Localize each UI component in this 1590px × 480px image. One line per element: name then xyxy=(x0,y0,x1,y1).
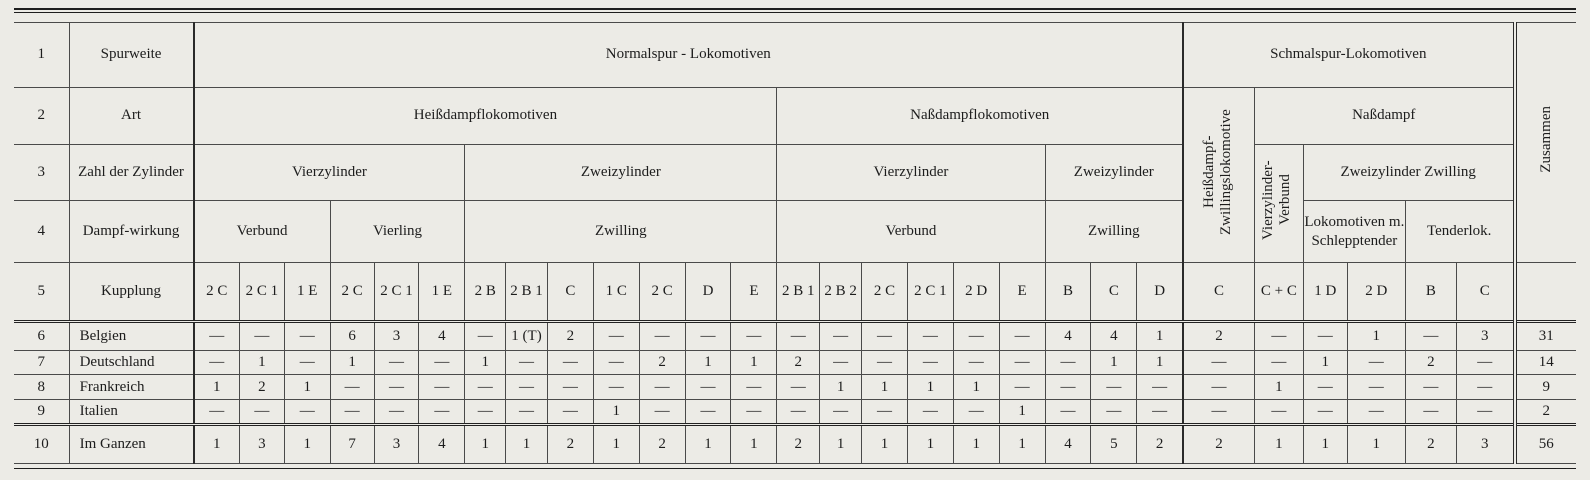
table-cell: — xyxy=(1045,350,1091,375)
row-total: 9 xyxy=(1515,375,1576,400)
country-name: Deutschland xyxy=(69,350,193,375)
table-cell: 1 xyxy=(999,400,1045,425)
table-cell: — xyxy=(547,375,593,400)
table-cell: 1 xyxy=(330,350,374,375)
table-cell: 2 xyxy=(547,321,593,350)
table-cell: — xyxy=(1303,375,1347,400)
kupplung-cell: 1 C xyxy=(593,263,639,322)
table-cell: — xyxy=(374,375,419,400)
table-cell: 4 xyxy=(1045,424,1091,463)
kupplung-total-empty xyxy=(1515,263,1576,322)
table-cell: — xyxy=(862,400,908,425)
table-cell: 1 xyxy=(284,375,330,400)
table-cell: 1 xyxy=(907,375,953,400)
table-cell: — xyxy=(465,375,506,400)
table-cell: 1 xyxy=(820,424,862,463)
table-cell: 1 xyxy=(1303,350,1347,375)
header-vier-verbund-cell xyxy=(1254,144,1303,262)
table-cell: 1 xyxy=(593,400,639,425)
kupplung-cell: 2 C 1 xyxy=(907,263,953,322)
table-cell: — xyxy=(777,375,820,400)
header-row-kupplung xyxy=(14,263,1576,322)
row-total: 14 xyxy=(1515,350,1576,375)
kupplung-cell: 1 E xyxy=(284,263,330,322)
table-cell: — xyxy=(685,375,731,400)
table-cell: 1 xyxy=(731,350,777,375)
table-cell: — xyxy=(639,400,685,425)
table-row xyxy=(14,400,1576,425)
kupplung-cell: D xyxy=(685,263,731,322)
kupplung-cell: 2 B 1 xyxy=(777,263,820,322)
table-cell: 1 xyxy=(953,424,999,463)
row-number: 5 xyxy=(14,263,69,322)
table-cell: — xyxy=(419,400,465,425)
table-cell: 1 xyxy=(1254,375,1303,400)
table-cell: 7 xyxy=(330,424,374,463)
table-cell: 1 xyxy=(239,350,284,375)
table-cell: 1 xyxy=(820,375,862,400)
table-cell: — xyxy=(1045,400,1091,425)
table-cell: — xyxy=(506,400,548,425)
header-label-dampf: Dampf-wirkung xyxy=(69,201,193,263)
table-cell: — xyxy=(1091,375,1137,400)
table-cell: — xyxy=(1303,321,1347,350)
table-cell: — xyxy=(1137,400,1183,425)
row-number: 8 xyxy=(14,375,69,400)
header-label-zylinder: Zahl der Zylinder xyxy=(69,144,193,201)
table-cell: — xyxy=(731,375,777,400)
sum-row xyxy=(14,424,1576,463)
header-zusammen: Zusammen xyxy=(1537,106,1554,173)
table-cell: — xyxy=(1405,321,1456,350)
table-cell: — xyxy=(374,350,419,375)
header-n-verbund: Verbund xyxy=(777,201,1045,263)
header-schmal-nassdampf: Naßdampf xyxy=(1254,87,1514,144)
table-cell: — xyxy=(820,400,862,425)
header-heissdampf: Heißdampflokomotiven xyxy=(194,87,777,144)
row-total: 31 xyxy=(1515,321,1576,350)
table-cell: 1 xyxy=(685,424,731,463)
table-cell: 2 xyxy=(1183,424,1254,463)
kupplung-cell: 2 C xyxy=(862,263,908,322)
table-cell: — xyxy=(1405,400,1456,425)
table-cell: — xyxy=(731,321,777,350)
header-n-vierzylinder: Vierzylinder xyxy=(777,144,1045,201)
table-cell: 2 xyxy=(239,375,284,400)
table-cell: — xyxy=(419,375,465,400)
table-cell: 1 xyxy=(862,375,908,400)
header-row-spurweite xyxy=(14,23,1576,88)
table-cell: 4 xyxy=(419,424,465,463)
table-cell: — xyxy=(1405,375,1456,400)
grand-total: 56 xyxy=(1515,424,1576,463)
table-cell: — xyxy=(1183,400,1254,425)
table-cell: — xyxy=(820,321,862,350)
row-number: 3 xyxy=(14,144,69,201)
table-cell: — xyxy=(1347,400,1405,425)
row-number: 2 xyxy=(14,87,69,144)
table-cell: — xyxy=(1091,400,1137,425)
table-cell: 1 xyxy=(1347,424,1405,463)
kupplung-cell: 2 C 1 xyxy=(239,263,284,322)
table-cell: — xyxy=(374,400,419,425)
table-cell: 2 xyxy=(639,424,685,463)
table-cell: — xyxy=(419,350,465,375)
table-cell: — xyxy=(820,350,862,375)
header-vier-verbund: Vierzylinder-Verbund xyxy=(1259,160,1293,241)
header-label-spurweite: Spurweite xyxy=(69,23,193,88)
table-cell: — xyxy=(465,321,506,350)
row-number: 10 xyxy=(14,424,69,463)
table-cell: 6 xyxy=(330,321,374,350)
table-cell: — xyxy=(1456,350,1514,375)
kupplung-cell: 2 C xyxy=(330,263,374,322)
table-cell: 1 xyxy=(1137,321,1183,350)
table-cell: — xyxy=(547,350,593,375)
table-cell: — xyxy=(284,400,330,425)
table-cell: 5 xyxy=(1091,424,1137,463)
kupplung-cell: C xyxy=(547,263,593,322)
table-cell: 1 xyxy=(465,424,506,463)
table-cell: — xyxy=(239,321,284,350)
table-cell: — xyxy=(1254,400,1303,425)
kupplung-cell: C xyxy=(1183,263,1254,322)
top-rule xyxy=(14,8,1576,10)
table-cell: — xyxy=(506,350,548,375)
table-cell: — xyxy=(953,400,999,425)
header-normalspur: Normalspur - Lokomotiven xyxy=(194,23,1184,88)
header-row-dampf xyxy=(14,201,1576,263)
table-cell: — xyxy=(685,321,731,350)
sum-label: Im Ganzen xyxy=(69,424,193,463)
table-cell: — xyxy=(465,400,506,425)
kupplung-cell: 2 C xyxy=(639,263,685,322)
table-cell: 2 xyxy=(777,350,820,375)
country-name: Belgien xyxy=(69,321,193,350)
table-cell: — xyxy=(777,321,820,350)
table-cell: 1 xyxy=(1347,321,1405,350)
table-cell: — xyxy=(777,400,820,425)
table-cell: — xyxy=(639,321,685,350)
kupplung-cell: E xyxy=(731,263,777,322)
table-cell: — xyxy=(1456,375,1514,400)
kupplung-cell: 2 C 1 xyxy=(374,263,419,322)
header-heiss-zwilling: Heißdampf-Zwillingslokomotive xyxy=(1200,109,1234,235)
table-cell: 1 xyxy=(731,424,777,463)
table-cell: 1 xyxy=(685,350,731,375)
table-cell: 2 xyxy=(547,424,593,463)
table-cell: 3 xyxy=(374,321,419,350)
kupplung-cell: E xyxy=(999,263,1045,322)
table-cell: 1 xyxy=(506,424,548,463)
table-cell: — xyxy=(1347,375,1405,400)
kupplung-cell: 1 D xyxy=(1303,263,1347,322)
table-cell: — xyxy=(639,375,685,400)
table-cell: — xyxy=(1303,400,1347,425)
table-cell: 1 xyxy=(1303,424,1347,463)
header-verbund: Verbund xyxy=(194,201,331,263)
table-cell: 4 xyxy=(1045,321,1091,350)
table-cell: 1 xyxy=(907,424,953,463)
header-row-zylinder xyxy=(14,144,1576,201)
table-cell: — xyxy=(194,400,240,425)
table-cell: 1 xyxy=(953,375,999,400)
kupplung-cell: B xyxy=(1045,263,1091,322)
table-cell: 2 xyxy=(777,424,820,463)
header-n-zwilling: Zwilling xyxy=(1045,201,1183,263)
table-cell: — xyxy=(862,350,908,375)
table-cell: — xyxy=(194,321,240,350)
header-h-vierzylinder: Vierzylinder xyxy=(194,144,465,201)
country-name: Frankreich xyxy=(69,375,193,400)
table-cell: — xyxy=(239,400,284,425)
kupplung-cell: 1 E xyxy=(419,263,465,322)
table-row xyxy=(14,375,1576,400)
table-cell: — xyxy=(907,350,953,375)
table-cell: — xyxy=(593,375,639,400)
header-zwei-zwilling: Zweizylinder Zwilling xyxy=(1303,144,1514,201)
table-cell: — xyxy=(999,321,1045,350)
table-cell: — xyxy=(1045,375,1091,400)
kupplung-cell: D xyxy=(1137,263,1183,322)
table-cell: — xyxy=(907,321,953,350)
header-row-art xyxy=(14,87,1576,144)
kupplung-cell: B xyxy=(1405,263,1456,322)
table-cell: 1 xyxy=(593,424,639,463)
table-row xyxy=(14,321,1576,350)
table-cell: 1 xyxy=(999,424,1045,463)
kupplung-cell: C + C xyxy=(1254,263,1303,322)
table-cell: — xyxy=(284,350,330,375)
table-cell: 1 xyxy=(194,424,240,463)
table-cell: — xyxy=(593,321,639,350)
table-cell: — xyxy=(999,375,1045,400)
country-name: Italien xyxy=(69,400,193,425)
table-cell: 2 xyxy=(1405,424,1456,463)
table-cell: 1 xyxy=(1254,424,1303,463)
kupplung-cell: 2 B 1 xyxy=(506,263,548,322)
table-cell: 2 xyxy=(1405,350,1456,375)
table-cell: — xyxy=(330,375,374,400)
table-cell: 1 xyxy=(284,424,330,463)
row-number: 9 xyxy=(14,400,69,425)
table-cell: 3 xyxy=(239,424,284,463)
header-zwilling: Zwilling xyxy=(465,201,777,263)
table-cell: 3 xyxy=(1456,321,1514,350)
table-cell: 2 xyxy=(639,350,685,375)
locomotive-table xyxy=(14,22,1576,464)
table-cell: — xyxy=(1456,400,1514,425)
table-cell: 2 xyxy=(1183,321,1254,350)
table-cell: — xyxy=(330,400,374,425)
header-h-zweizylinder: Zweizylinder xyxy=(465,144,777,201)
row-number: 1 xyxy=(14,23,69,88)
kupplung-cell: 2 C xyxy=(194,263,240,322)
table-cell: — xyxy=(953,350,999,375)
header-zusammen-cell xyxy=(1515,23,1576,263)
table-cell: 1 xyxy=(1091,350,1137,375)
header-tenderlok: Tenderlok. xyxy=(1405,201,1514,263)
header-n-zweizylinder: Zweizylinder xyxy=(1045,144,1183,201)
header-heiss-zwilling-cell xyxy=(1183,87,1254,262)
data-body xyxy=(14,321,1576,463)
table-cell: — xyxy=(1137,375,1183,400)
table-cell: — xyxy=(547,400,593,425)
header-nassdampf: Naßdampflokomotiven xyxy=(777,87,1183,144)
table-cell: — xyxy=(1254,350,1303,375)
header-label-art: Art xyxy=(69,87,193,144)
bottom-rule xyxy=(14,468,1576,469)
kupplung-cell: 2 D xyxy=(953,263,999,322)
table-cell: — xyxy=(194,350,240,375)
table-cell: — xyxy=(731,400,777,425)
header-label-kupplung: Kupplung xyxy=(69,263,193,322)
row-number: 7 xyxy=(14,350,69,375)
table-cell: 1 xyxy=(1137,350,1183,375)
table-cell: — xyxy=(862,321,908,350)
row-number: 4 xyxy=(14,201,69,263)
table-row xyxy=(14,350,1576,375)
row-total: 2 xyxy=(1515,400,1576,425)
table-cell: 4 xyxy=(419,321,465,350)
header-vierling: Vierling xyxy=(330,201,465,263)
table-cell: 2 xyxy=(1137,424,1183,463)
table-cell: — xyxy=(1183,375,1254,400)
table-cell: 1 (T) xyxy=(506,321,548,350)
table-cell: — xyxy=(1183,350,1254,375)
table-cell: — xyxy=(593,350,639,375)
header-schmalspur: Schmalspur-Lokomotiven xyxy=(1183,23,1515,88)
table-cell: — xyxy=(1347,350,1405,375)
row-number: 6 xyxy=(14,321,69,350)
kupplung-cell: 2 B xyxy=(465,263,506,322)
table-cell: — xyxy=(907,400,953,425)
table-cell: 4 xyxy=(1091,321,1137,350)
table-cell: 1 xyxy=(465,350,506,375)
table-cell: — xyxy=(953,321,999,350)
table-cell: — xyxy=(506,375,548,400)
table-cell: 3 xyxy=(1456,424,1514,463)
header-lok-schlepptender: Lokomotiven m. Schlepptender xyxy=(1303,201,1405,263)
table-cell: 1 xyxy=(194,375,240,400)
kupplung-cell: C xyxy=(1091,263,1137,322)
table-cell: — xyxy=(685,400,731,425)
table-cell: — xyxy=(1254,321,1303,350)
table-cell: — xyxy=(284,321,330,350)
kupplung-cell: 2 B 2 xyxy=(820,263,862,322)
table-cell: 3 xyxy=(374,424,419,463)
kupplung-cell: C xyxy=(1456,263,1514,322)
top-rule-thin xyxy=(14,12,1576,13)
table-cell: 1 xyxy=(862,424,908,463)
table-cell: — xyxy=(999,350,1045,375)
kupplung-cell: 2 D xyxy=(1347,263,1405,322)
